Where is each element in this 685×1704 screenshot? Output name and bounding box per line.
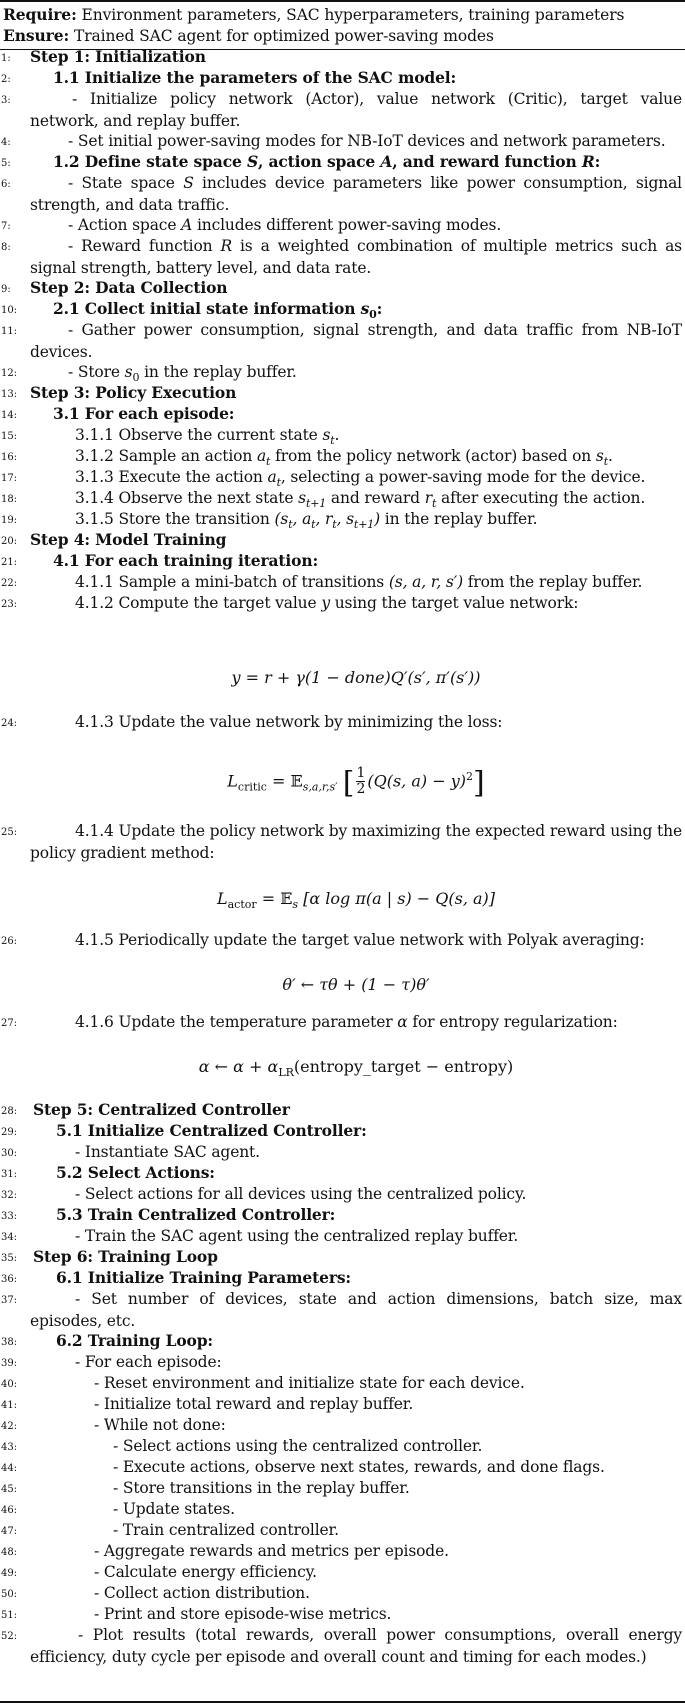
step-text: - Collect action distribution. xyxy=(94,1584,310,1602)
step-text: - State space S includes device parameters like power consumption, signal strength, and data traffic. xyxy=(30,174,682,214)
step-text: - For each episode: xyxy=(75,1353,222,1371)
equation-actor-loss: $L_{actor}$ = 𝔼$_s$ [α log π(a | s) − Q(s, a)] xyxy=(216,889,496,912)
line-number: 24: xyxy=(1,718,18,729)
line-number: 25: xyxy=(1,827,18,838)
line-number: 12: xyxy=(1,368,18,379)
line-number: 19: xyxy=(1,515,18,526)
line-number: 7: xyxy=(1,221,11,232)
top-rule xyxy=(0,0,685,2)
line-number: 40: xyxy=(1,1379,18,1390)
line-number: 13: xyxy=(1,389,18,400)
step-heading: Step 4: Model Training xyxy=(30,530,227,549)
line-number: 3: xyxy=(1,95,11,106)
step-heading: Step 6: Training Loop xyxy=(33,1247,218,1266)
line-number: 49: xyxy=(1,1568,18,1579)
step-text: - Plot results (total rewards, overall power consumptions, overall energy efficiency, duty cycle per episode and overall count and timing for each modes.) xyxy=(30,1626,682,1666)
step-text: - Select actions for all devices using the centralized policy. xyxy=(75,1185,527,1203)
line-number: 29: xyxy=(1,1127,18,1138)
step-text: 3.1.2 Sample an action $a_t$ from the policy network (actor) based on $s_t$. xyxy=(75,447,613,469)
substep-heading: 3.1 For each episode: xyxy=(53,404,235,423)
line-number: 47: xyxy=(1,1526,18,1537)
step-heading: Step 2: Data Collection xyxy=(30,278,228,297)
line-number: 9: xyxy=(1,284,11,295)
step-heading: Step 1: Initialization xyxy=(30,47,206,66)
line-number: 43: xyxy=(1,1442,18,1453)
step-text: 3.1.1 Observe the current state $s_t$. xyxy=(75,426,340,448)
line-number: 21: xyxy=(1,557,18,568)
line-number: 16: xyxy=(1,452,18,463)
line-number: 48: xyxy=(1,1547,18,1558)
line-number: 20: xyxy=(1,536,18,547)
step-text: - Initialize policy network (Actor), value network (Critic), target value network, and replay buffer. xyxy=(30,90,682,130)
line-number: 51: xyxy=(1,1610,18,1621)
step-text: - Train centralized controller. xyxy=(113,1521,339,1539)
step-text: 3.1.3 Execute the action $a_t$, selecting a power-saving mode for the device. xyxy=(75,468,646,490)
step-text: 3.1.5 Store the transition ($s_t$, $a_t$, $r_t$, $s_{t+1}$) in the replay buffer. xyxy=(75,510,538,532)
line-number: 15: xyxy=(1,431,18,442)
substep-heading: 2.1 Collect initial state information $s_0$: xyxy=(53,299,383,322)
step-text: - Reset environment and initialize state for each device. xyxy=(94,1374,525,1392)
step-text: 4.1.4 Update the policy network by maximizing the expected reward using the policy gradient method: xyxy=(30,822,682,862)
line-number: 17: xyxy=(1,473,18,484)
line-number: 23: xyxy=(1,599,18,610)
line-number: 8: xyxy=(1,242,11,253)
step-text: - Set initial power-saving modes for NB-IoT devices and network parameters. xyxy=(68,132,666,150)
line-number: 31: xyxy=(1,1169,18,1180)
line-number: 52: xyxy=(1,1631,18,1642)
step-text: 4.1.3 Update the value network by minimizing the loss: xyxy=(75,713,503,731)
line-number: 41: xyxy=(1,1400,18,1411)
line-number: 14: xyxy=(1,410,18,421)
line-number: 33: xyxy=(1,1211,18,1222)
step-text: - Aggregate rewards and metrics per episode. xyxy=(94,1542,449,1560)
step-text: - Store transitions in the replay buffer. xyxy=(113,1479,410,1497)
step-text: 4.1.2 Compute the target value y using the target value network: xyxy=(75,594,579,612)
step-text: - Execute actions, observe next states, rewards, and done flags. xyxy=(113,1458,605,1476)
substep-heading: 1.1 Initialize the parameters of the SAC model: xyxy=(53,68,457,87)
substep-heading: 1.2 Define state space S, action space A, and reward function R: xyxy=(53,152,601,171)
line-number: 37: xyxy=(1,1295,18,1306)
step-text: - Action space A includes different power-saving modes. xyxy=(68,216,502,234)
require-text: Environment parameters, SAC hyperparameters, training parameters xyxy=(81,6,625,24)
line-number: 46: xyxy=(1,1505,18,1516)
step-text: - Initialize total reward and replay buffer. xyxy=(94,1395,414,1413)
step-heading: Step 3: Policy Execution xyxy=(30,383,237,402)
step-text: - Print and store episode-wise metrics. xyxy=(94,1605,392,1623)
line-number: 4: xyxy=(1,137,11,148)
line-number: 5: xyxy=(1,158,11,169)
substep-heading: 6.1 Initialize Training Parameters: xyxy=(56,1268,352,1287)
equation-polyak: θ′ ← τθ + (1 − τ)θ′ xyxy=(282,975,430,994)
substep-heading: 5.3 Train Centralized Controller: xyxy=(56,1205,336,1224)
step-text: - Calculate energy efficiency. xyxy=(94,1563,317,1581)
line-number: 27: xyxy=(1,1018,18,1029)
equation-target-value: y = r + γ(1 − done)Q′(s′, π′(s′)) xyxy=(231,668,481,687)
line-number: 32: xyxy=(1,1190,18,1201)
require-label: Require: xyxy=(3,5,77,24)
line-number: 22: xyxy=(1,578,18,589)
step-text: - Update states. xyxy=(113,1500,235,1518)
step-text: - While not done: xyxy=(94,1416,226,1434)
step-text: - Select actions using the centralized controller. xyxy=(113,1437,483,1455)
line-number: 10: xyxy=(1,305,18,316)
line-number: 35: xyxy=(1,1253,18,1264)
line-number: 34: xyxy=(1,1232,18,1243)
line-number: 50: xyxy=(1,1589,18,1600)
step-text: - Train the SAC agent using the centralized replay buffer. xyxy=(75,1227,519,1245)
line-number: 38: xyxy=(1,1337,18,1348)
line-number: 2: xyxy=(1,74,11,85)
bottom-rule xyxy=(0,1701,685,1703)
step-text: - Reward function R is a weighted combination of multiple metrics such as signal strength, battery level, and data rate. xyxy=(30,237,682,277)
line-number: 26: xyxy=(1,936,18,947)
substep-heading: 5.1 Initialize Centralized Controller: xyxy=(56,1121,367,1140)
line-number: 30: xyxy=(1,1148,18,1159)
step-text: 4.1.5 Periodically update the target value network with Polyak averaging: xyxy=(75,931,645,949)
line-number: 11: xyxy=(1,326,18,337)
require-line xyxy=(3,4,683,26)
ensure-line xyxy=(3,25,683,47)
line-number: 42: xyxy=(1,1421,18,1432)
step-text: - Gather power consumption, signal strength, and data traffic from NB-IoT devices. xyxy=(30,321,682,361)
line-number: 45: xyxy=(1,1484,18,1495)
equation-temperature: α ← $\alpha + \alpha_{LR}(entropy\_target$ − entropy) xyxy=(198,1057,514,1080)
line-number: 28: xyxy=(1,1106,18,1117)
step-heading: Step 5: Centralized Controller xyxy=(33,1100,290,1119)
step-text: 3.1.4 Observe the next state $s_{t+1}$ and reward $r_t$ after executing the action. xyxy=(75,489,646,511)
ensure-label: Ensure: xyxy=(3,26,70,45)
line-number: 44: xyxy=(1,1463,18,1474)
step-text: - Instantiate SAC agent. xyxy=(75,1143,260,1161)
step-text: 4.1.6 Update the temperature parameter α for entropy regularization: xyxy=(75,1013,618,1031)
ensure-text: Trained SAC agent for optimized power-saving modes xyxy=(73,27,494,45)
equation-critic-loss: $L_{critic}$ = 𝔼$_{s,a,r,s'}$ [ $\frac{1}{2}$ (Q(s, a) − y)$^2$] xyxy=(227,765,485,801)
line-number: 18: xyxy=(1,494,18,505)
line-number: 1: xyxy=(1,53,11,64)
substep-heading: 5.2 Select Actions: xyxy=(56,1163,215,1182)
substep-heading: 4.1 For each training iteration: xyxy=(53,551,319,570)
line-number: 36: xyxy=(1,1274,18,1285)
step-text: - Set number of devices, state and action dimensions, batch size, max episodes, etc. xyxy=(30,1290,682,1330)
line-number: 39: xyxy=(1,1358,18,1369)
step-text: - Store $s_0$ in the replay buffer. xyxy=(68,363,297,385)
line-number: 6: xyxy=(1,179,11,190)
substep-heading: 6.2 Training Loop: xyxy=(56,1331,213,1350)
step-text: 4.1.1 Sample a mini-batch of transitions (s, a, r, s′) from the replay buffer. xyxy=(75,573,643,591)
